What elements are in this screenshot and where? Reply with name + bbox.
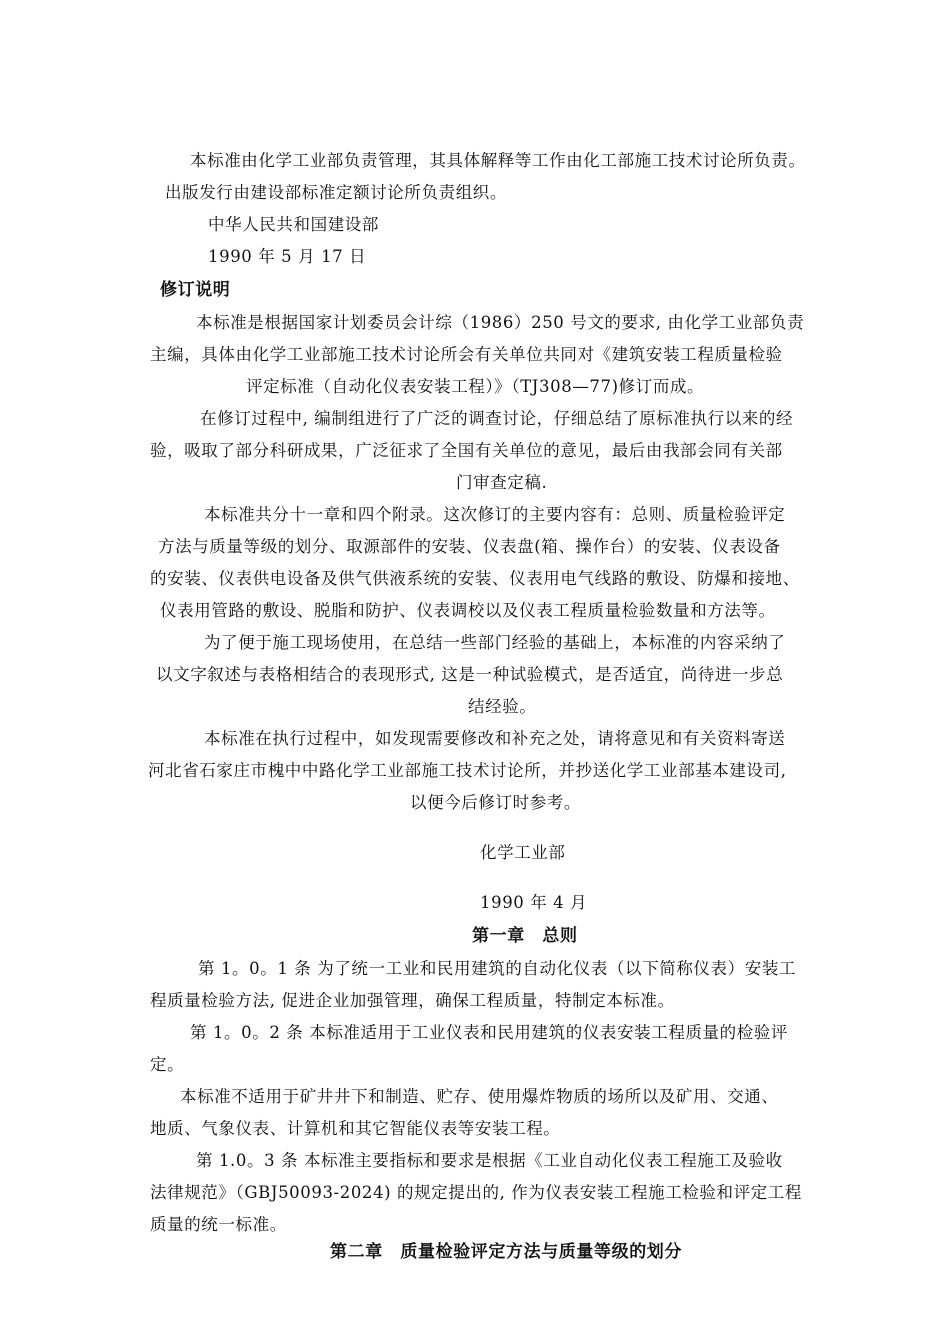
chapter1-line: 质量的统一标准。 [150, 1215, 287, 1234]
intro-line: 本标准由化学工业部负责管理，其具体解释等工作由化工部施工技术讨论所负责。 [190, 151, 806, 170]
revision-heading: 修订说明 [160, 280, 231, 300]
revision-line: 本标准是根据国家计划委员会计综（1986）250 号文的要求, 由化学工业部负责 [196, 313, 805, 332]
chapter1-line: 法律规范》（GBJ50093-2024) 的规定提出的, 作为仪表安装工程施工检验和评定工程 [150, 1183, 802, 1202]
revision-signature: 化学工业部 [480, 843, 566, 862]
chapter1-line: 第 1。0。1 条 为了统一工业和民用建筑的自动化仪表（以下简称仪表）安装工 [198, 959, 797, 978]
revision-line: 为了便于施工现场使用，在总结一些部门经验的基础上，本标准的内容采纳了 [204, 633, 786, 652]
chapter1-line: 第 1.0。3 条 本标准主要指标和要求是根据《工业自动化仪表工程施工及验收 [196, 1151, 783, 1170]
chapter1-line: 程质量检验方法, 促进企业加强管理，确保工程质量，特制定本标准。 [150, 991, 675, 1010]
chapter1-line: 定。 [150, 1055, 185, 1074]
chapter2-title: 第二章 质量检验评定方法与质量等级的划分 [330, 1242, 682, 1262]
revision-line: 河北省石家庄市槐中中路化学工业部施工技术讨论所，并抄送化学工业部基本建设司, [148, 761, 787, 780]
revision-line: 结经验。 [468, 697, 537, 716]
intro-line: 出版发行由建设部标准定额讨论所负责组织。 [165, 183, 507, 202]
revision-line: 以便今后修订时参考。 [410, 793, 581, 812]
chapter1-line: 本标准不适用于矿井井下和制造、贮存、使用爆炸物质的场所以及矿用、交通、 [180, 1087, 779, 1106]
revision-line: 主编，具体由化学工业部施工技术讨论所会有关单位共同对《建筑安装工程质量检验 [150, 345, 783, 364]
revision-line: 门审查定稿. [456, 473, 548, 492]
revision-line: 的安装、仪表供电设备及供气供液系统的安装、仪表用电气线路的敷设、防爆和接地、 [150, 569, 800, 588]
revision-line: 仪表用管路的敷设、脱脂和防护、仪表调校以及仪表工程质量检验数量和方法等。 [160, 601, 776, 620]
revision-line: 验，吸取了部分科研成果，广泛征求了全国有关单位的意见，最后由我部会同有关部 [150, 441, 783, 460]
revision-line: 本标准在执行过程中，如发现需要修改和补充之处，请将意见和有关资料寄送 [204, 729, 786, 748]
chapter1-title: 第一章 总则 [472, 926, 578, 946]
revision-line: 在修订过程中, 编制组进行了广泛的调查讨论，仔细总结了原标准执行以来的经 [200, 409, 794, 428]
issue-date: 1990 年 5 月 17 日 [208, 247, 367, 266]
revision-date: 1990 年 4 月 [480, 893, 588, 912]
issuer: 中华人民共和国建设部 [208, 215, 379, 234]
chapter1-line: 第 1。0。2 条 本标准适用于工业仪表和民用建筑的仪表安装工程质量的检验评 [190, 1023, 789, 1042]
revision-line: 方法与质量等级的划分、取源部件的安装、仪表盘(箱、操作台）的安装、仪表设备 [158, 537, 781, 556]
revision-line: 本标准共分十一章和四个附录。这次修订的主要内容有：总则、质量检验评定 [204, 505, 786, 524]
revision-line: 评定标准（自动化仪表安装工程）》（TJ308—77)修订而成。 [246, 377, 705, 396]
revision-line: 以文字叙述与表格相结合的表现形式, 这是一种试验模式，是否适宜，尚待进一步总 [156, 665, 784, 684]
chapter1-line: 地质、气象仪表、计算机和其它智能仪表等安装工程。 [150, 1119, 561, 1138]
